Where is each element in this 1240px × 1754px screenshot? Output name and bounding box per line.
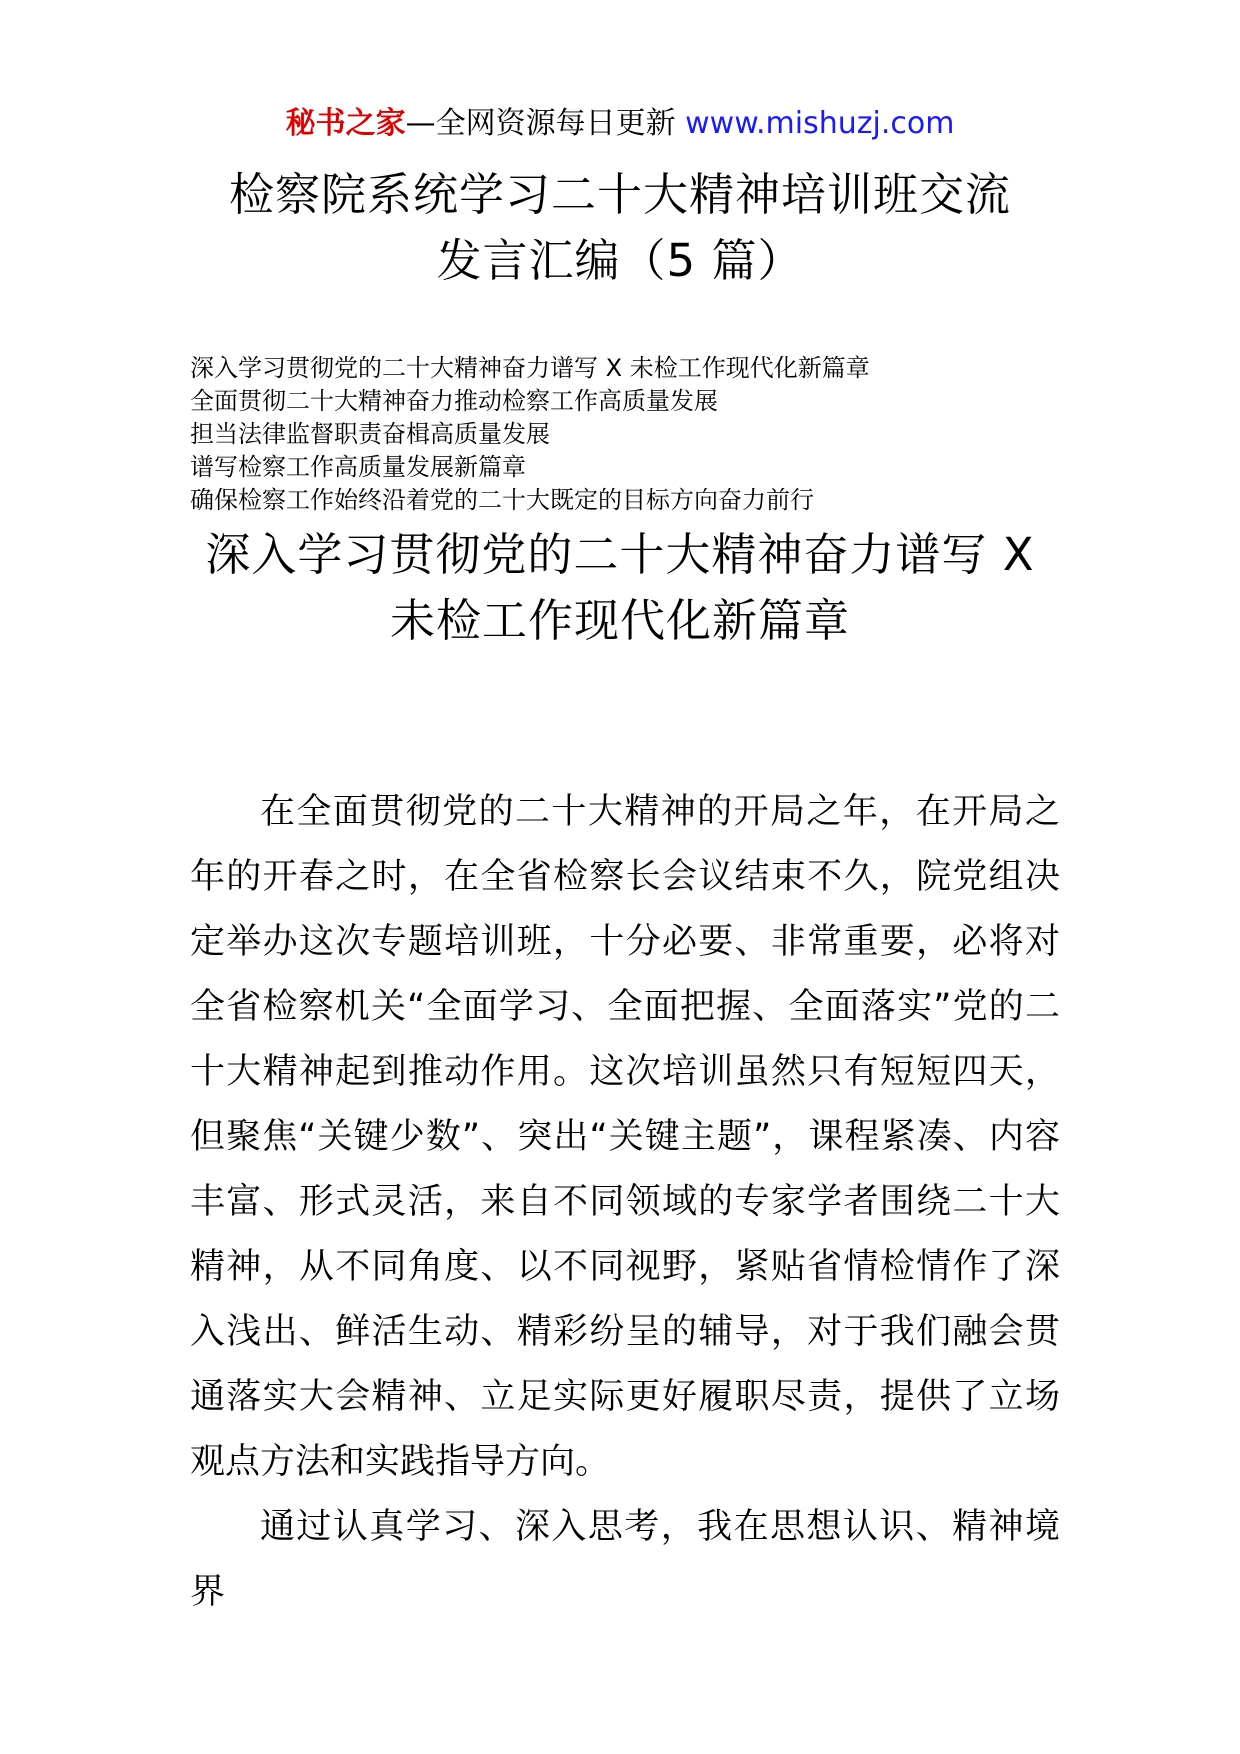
header-tagline: —全网资源每日更新 xyxy=(405,106,686,141)
body-paragraph: 在全面贯彻党的二十大精神的开局之年，在开局之年的开春之时，在全省检察长会议结束不久，院党组决定举办这次专题培训班，十分必要、非常重要，必将对全省检察机关“全面学习、全面把握、全面落实”党的二十大精神起到推动作用。这次培训虽然只有短短四天，但聚焦“关键少数”、突出“关键主题”，课程紧凑、内容丰富、形式灵活，来自不同领域的专家学者围绕二十大精神，从不同角度、以不同视野，紧贴省情检情作了深入浅出、鲜活生动、精彩纷呈的辅导，对于我们融会贯通落实大会精神、立足实际更好履职尽责，提供了立场观点方法和实践指导方向。 xyxy=(190,792,1060,1482)
section-title-line: 深入学习贯彻党的二十大精神奋力谱写 X xyxy=(205,528,1035,581)
toc-item: 确保检察工作始终沿着党的二十大既定的目标方向奋力前行 xyxy=(190,486,814,514)
document-title-line: 发言汇编（5 篇） xyxy=(436,234,804,287)
toc-item: 担当法律监督职责奋楫高质量发展 xyxy=(190,420,550,448)
section-title-line: 未检工作现代化新篇章 xyxy=(389,594,850,647)
body-text xyxy=(190,780,1060,1625)
section-title xyxy=(0,522,1240,654)
site-url-link[interactable]: www.mishuzj.com xyxy=(685,106,955,141)
toc-item: 谱写检察工作高质量发展新篇章 xyxy=(190,453,526,481)
brand-name: 秘书之家 xyxy=(285,106,406,141)
document-title-line: 检察院系统学习二十大精神培训班交流 xyxy=(228,168,1011,221)
table-of-contents xyxy=(190,352,1090,517)
toc-item: 全面贯彻二十大精神奋力推动检察工作高质量发展 xyxy=(190,387,718,415)
document-title xyxy=(0,162,1240,294)
site-header xyxy=(0,102,1240,146)
body-paragraph: 通过认真学习、深入思考，我在思想认识、精神境界 xyxy=(190,1507,1060,1612)
toc-item: 深入学习贯彻党的二十大精神奋力谱写 X 未检工作现代化新篇章 xyxy=(190,354,870,382)
